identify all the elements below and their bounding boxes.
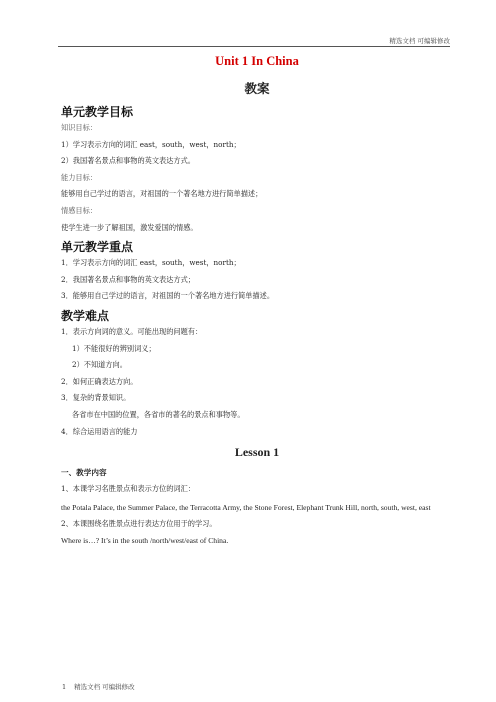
knowledge-item-2: 2）我国著名景点和事物的英文表达方式。 bbox=[61, 156, 195, 166]
difficulty-1: 1．表示方向词的意义。可能出现的问题有： bbox=[61, 326, 203, 336]
key-point-1: 1．学习表示方向的词汇 east，south，west，north； bbox=[61, 258, 241, 268]
knowledge-label: 知识目标： bbox=[61, 123, 97, 132]
ability-label: 能力目标： bbox=[61, 172, 97, 182]
difficulty-3: 3．复杂的背景知识。 bbox=[61, 393, 131, 403]
key-points-heading: 单元教学重点 bbox=[61, 240, 134, 255]
lesson-title: Lesson 1 bbox=[234, 444, 280, 459]
document-title: Unit 1 In China bbox=[215, 54, 299, 68]
key-point-2: 2．我国著名景点和事物的英文表达方式； bbox=[61, 274, 195, 284]
footer-text: 精选文档 可编辑修改 bbox=[74, 683, 135, 691]
key-point-3: 3．能够用自己学过的语言，对祖国的一个著名地方进行简单描述。 bbox=[61, 291, 275, 301]
goals-heading: 单元教学目标 bbox=[61, 105, 134, 119]
document-subtitle: 教案 bbox=[244, 81, 270, 96]
page-number: 1 bbox=[62, 683, 67, 691]
lesson-content-1: 1、本课学习名胜景点和表示方位的词汇： bbox=[61, 483, 195, 493]
difficulty-1-sub-2: 2）不知道方向。 bbox=[72, 360, 127, 370]
lesson-section-heading: 一、教学内容 bbox=[61, 467, 107, 477]
emotion-text: 使学生进一步了解祖国，激发爱国的情感。 bbox=[61, 222, 198, 232]
difficulty-2: 2．如何正确表达方向。 bbox=[61, 376, 138, 386]
lesson-vocab: the Potala Palace, the Summer Palace, the Terracotta Army, the Stone Forest, Elephant Trunk Hill, north, south, west, east bbox=[61, 503, 431, 513]
page-footer bbox=[62, 682, 135, 691]
difficulties-heading: 教学难点 bbox=[61, 308, 110, 323]
difficulty-1-sub-1: 1）不能很好的辨别词义； bbox=[72, 343, 156, 353]
document-body bbox=[61, 54, 453, 552]
header-text: 精选文档 可编辑修改 bbox=[389, 37, 450, 45]
ability-text: 能够用自己学过的语言，对祖国的一个著名地方进行简单描述； bbox=[61, 189, 263, 199]
difficulty-4: 4．综合运用语言的能力 bbox=[61, 426, 138, 436]
emotion-label: 情感目标： bbox=[61, 205, 97, 215]
page-header bbox=[58, 20, 450, 47]
difficulty-3-detail: 各省市在中国的位置，各省市的著名的景点和事物等。 bbox=[72, 409, 245, 419]
lesson-content-2: 2、本课围绕名胜景点进行表达方位用于的学习。 bbox=[61, 519, 217, 529]
knowledge-item-1: 1）学习表示方向的词汇 east，south，west，north； bbox=[61, 139, 241, 149]
lesson-sentence: Where is…? It’s in the south /north/west/east of China. bbox=[61, 535, 229, 545]
